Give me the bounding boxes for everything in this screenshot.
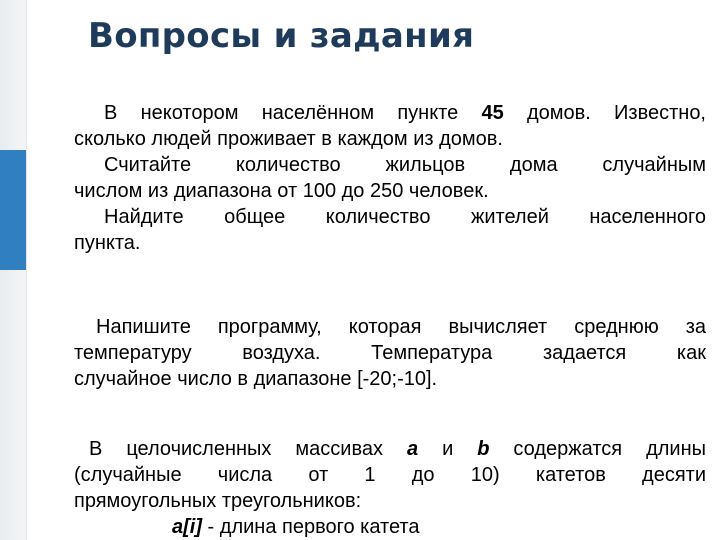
array-a-var: a: [406, 438, 419, 460]
task-1-line-1: В некотором населённом пункте 45 домов. Известно,: [104, 102, 706, 124]
task-3: [74, 436, 706, 540]
task-3-line-1: В целочисленных массивах a и b содержатся длины: [89, 438, 706, 460]
slide-title: Вопросы и задания: [88, 16, 475, 56]
array-a-index: a[i]: [172, 516, 202, 538]
task-1: [74, 100, 706, 256]
task-2-line-2: температуру воздуха. Температура задается как: [74, 342, 706, 364]
task-2-line-1: Напишите программу, которая вычисляет среднюю за: [96, 316, 706, 338]
array-b-var: b: [477, 438, 490, 460]
left-decor-band: [0, 0, 27, 540]
task-3-line-4: a[i] - длина первого катета: [172, 516, 420, 538]
task-1-line-4: числом из диапазона от 100 до 250 человек.: [74, 180, 489, 202]
accent-bar: [0, 150, 26, 270]
house-count: 45: [481, 102, 504, 124]
task-3-line-2: (случайные числа от 1 до 10) катетов десяти: [74, 464, 706, 486]
task-1-line-2: сколько людей проживает в каждом из домов.: [74, 128, 503, 150]
task-2-line-3: случайное число в диапазоне [-20;-10].: [74, 368, 438, 390]
task-3-line-3: прямоугольных треугольников:: [74, 490, 362, 512]
task-1-line-5: Найдите общее количество жителей населенного: [104, 206, 706, 228]
task-1-line-3: Считайте количество жильцов дома случайным: [104, 154, 706, 176]
task-1-line-6: пункта.: [74, 232, 141, 254]
task-2: [74, 314, 706, 392]
